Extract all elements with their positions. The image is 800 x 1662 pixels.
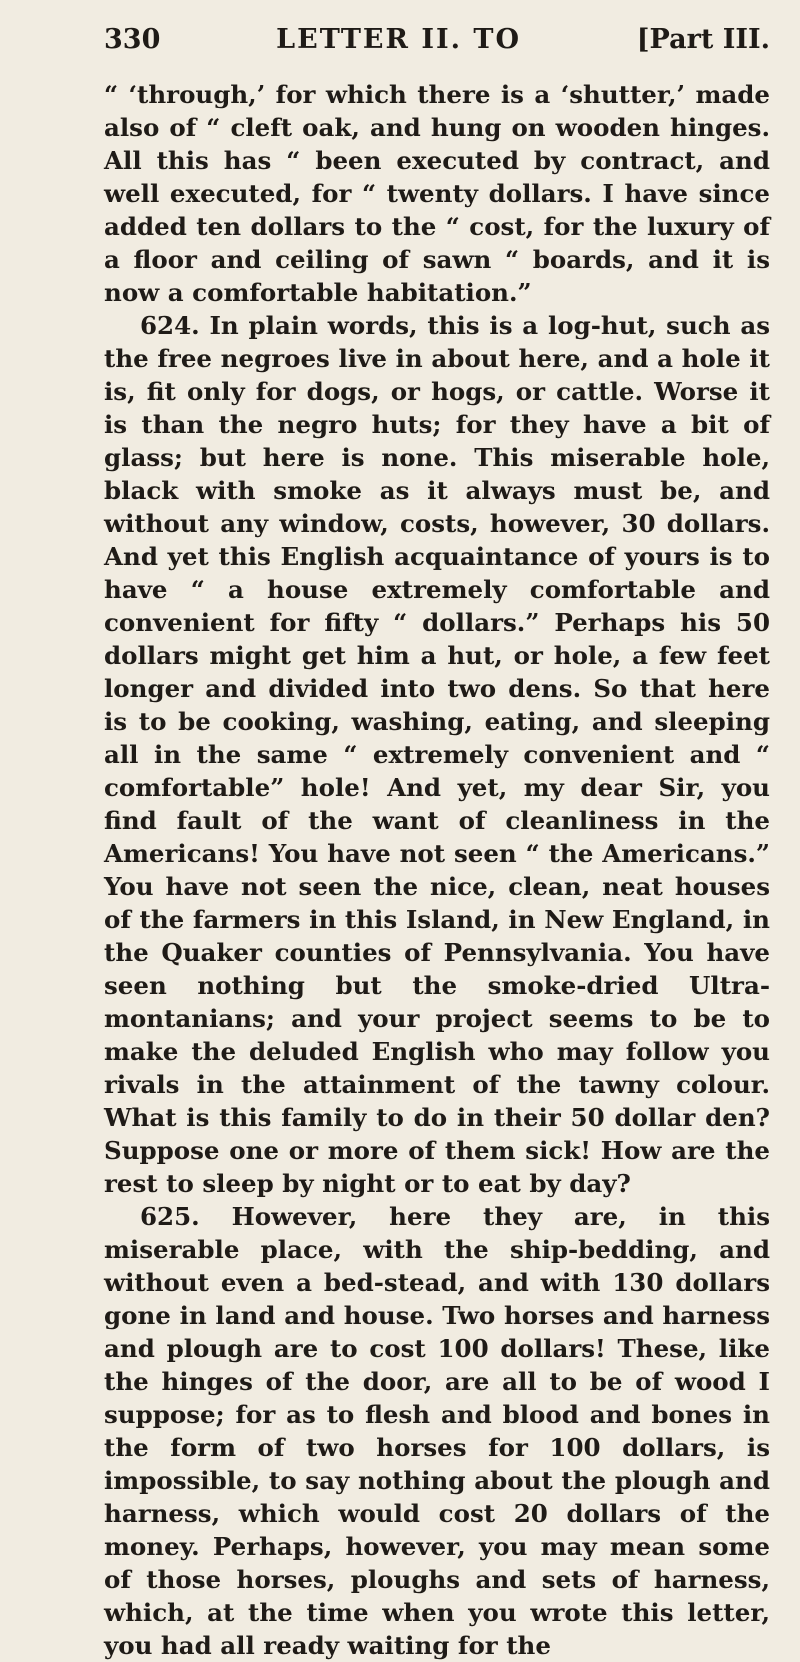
page-number: 330: [104, 24, 161, 55]
paragraph-625: 625. However, here they are, in this miserable place, with the ship-bedding, and without even a bed-stead, and with 130 dollars gone in land and house. Two horses and harness and plough are to cost 100 dollars! These, like the hinges of the door, are all to be of wood I suppose; for as to flesh and blood and bones in the form of two horses for 100 dollars, is impossible, to say nothing about the plough and harness, which would cost 20 dollars of the money. Perhaps, however, you may mean some of those horses, ploughs and sets of harness, which, at the time when you wrote this letter, you had all ready waiting for the: [104, 1202, 770, 1660]
paragraph-624: 624. In plain words, this is a log-hut, such as the free negroes live in about here, and a hole it is, fit only for dogs, or hogs, or cattle. Worse it is than the negro huts; for they have a bit of glass; but here is none. This miserable hole, black with smoke as it always must be, and without any window, costs, however, 30 dollars. And yet this English acquaintance of yours is to have “ a house extremely comfortable and convenient for fifty “ dollars.” Perhaps his 50 dollars might get him a hut, or hole, a few feet longer and divided into two dens. So that here is to be cooking, washing, eating, and sleeping all in the same “ extremely convenient and “ comfortable” hole! And yet, my dear Sir, you find fault of the want of cleanliness in the Americans! You have not seen “ the Americans.” You have not seen the nice, clean, neat houses of the farmers in this Island, in New England, in the Quaker counties of Pennsylvania. You have seen nothing but the smoke-dried Ultra-montanians; and your project seems to be to make the deluded English who may follow you rivals in the attainment of the tawny colour. What is this family to do in their 50 dollar den? Suppose one or more of them sick! How are the rest to sleep by night or to eat by day?: [104, 311, 770, 1198]
part-label: [Part III.: [636, 24, 770, 55]
quoted-paragraph: “ ‘through,’ for which there is a ‘shutter,’ made also of “ cleft oak, and hung on wooden hinges. All this has “ been executed by contract, and well executed, for “ twenty dollars. I have since added ten dollars to the “ cost, for the luxury of a floor and ceiling of sawn “ boards, and it is now a comfortable habitation.”: [104, 80, 770, 307]
running-title: LETTER II. TO: [276, 24, 521, 55]
body-text: [104, 78, 770, 1662]
page-header: [104, 24, 770, 64]
